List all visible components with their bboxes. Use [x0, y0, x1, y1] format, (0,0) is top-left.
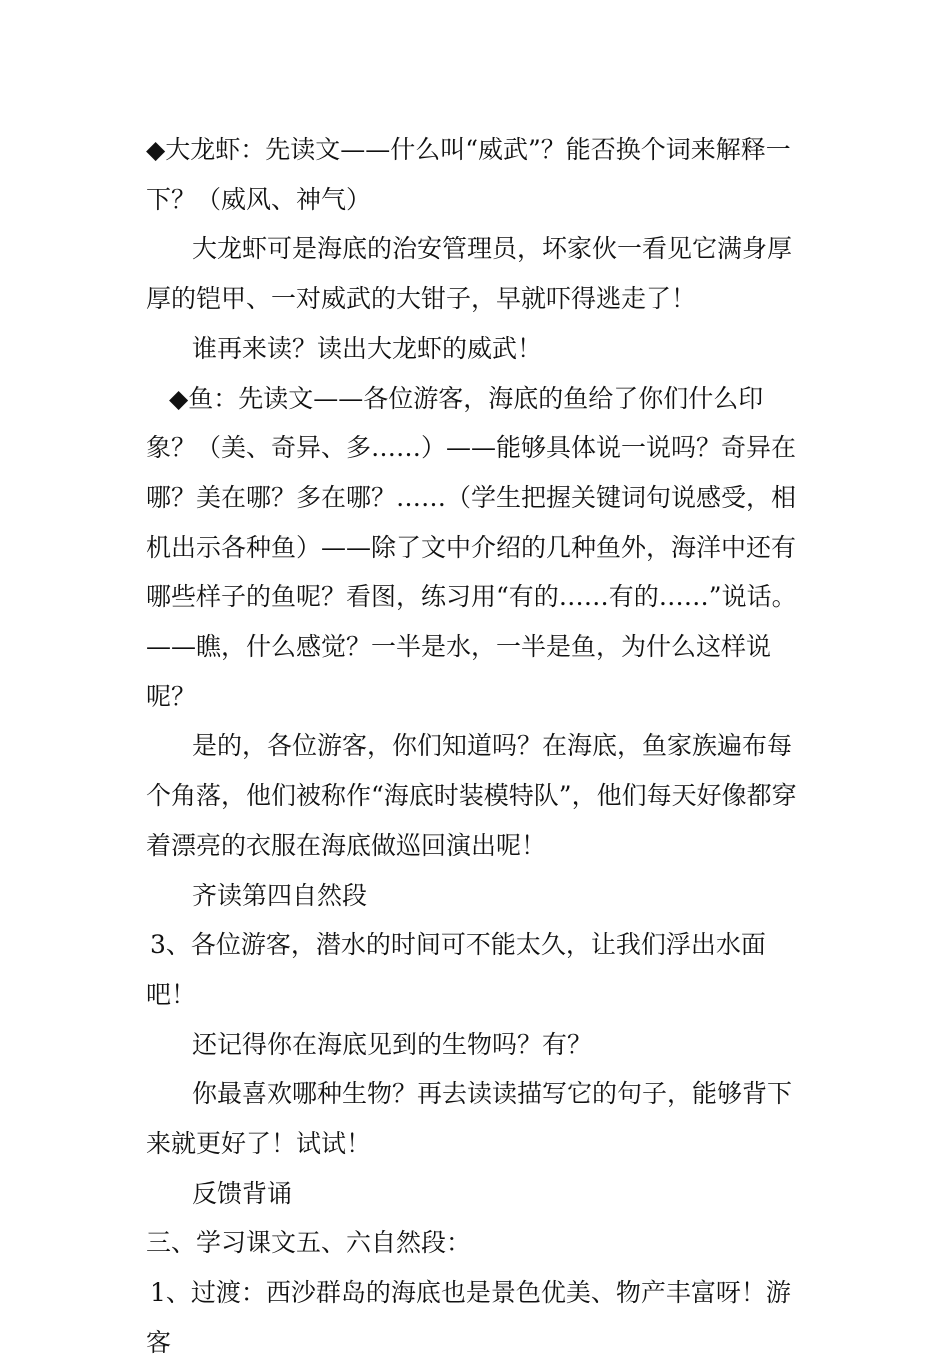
document-body: [146, 125, 812, 1368]
paragraph-recall: 还记得你在海底见到的生物吗？有？: [192, 1029, 593, 1059]
paragraph-favorite: 你最喜欢哪种生物？再去读读描写它的句子，能够背下来就更好了！试试！: [146, 1079, 793, 1159]
paragraph-lobster-reread: 谁再来读？读出大龙虾的威武！: [192, 333, 543, 363]
paragraph-read-aloud: 齐读第四自然段: [192, 880, 368, 910]
paragraph-lobster-intro: ◆大龙虾：先读文——什么叫“威武”？能否换个词来解释一下？（威风、神气）: [146, 135, 791, 214]
paragraph-fish-discussion: ◆鱼：先读文——各位游客，海底的鱼给了你们什么印象？（美、奇异、多……）——能够具体说一说吗？奇异在哪？美在哪？多在哪？……（学生把握关键词句说感受，相机出示各种鱼）——除了文中介绍的几种鱼外，海洋中还有哪些样子的鱼呢？看图，练习用“有的……有的……”说话。——瞧，什么感觉？一半是水，一半是鱼，为什么这样说呢？: [146, 383, 797, 711]
paragraph-transition: 1、过渡：西沙群岛的海底也是景色优美、物产丰富呀！游客: [146, 1278, 791, 1357]
paragraph-lobster-description: 大龙虾可是海底的治安管理员，坏家伙一看见它满身厚厚的铠甲、一对威武的大钳子，早就吓得逃走了！: [146, 234, 793, 314]
section-heading-3: 三、学习课文五、六自然段：: [146, 1228, 472, 1258]
paragraph-step-3: 3、各位游客，潜水的时间可不能太久，让我们浮出水面吧！: [146, 930, 766, 1009]
paragraph-fish-summary: 是的，各位游客，你们知道吗？在海底，鱼家族遍布每个角落，他们被称作“海底时装模特队”，他们每天好像都穿着漂亮的衣服在海底做巡回演出呢！: [146, 731, 797, 860]
paragraph-feedback: 反馈背诵: [192, 1178, 293, 1208]
